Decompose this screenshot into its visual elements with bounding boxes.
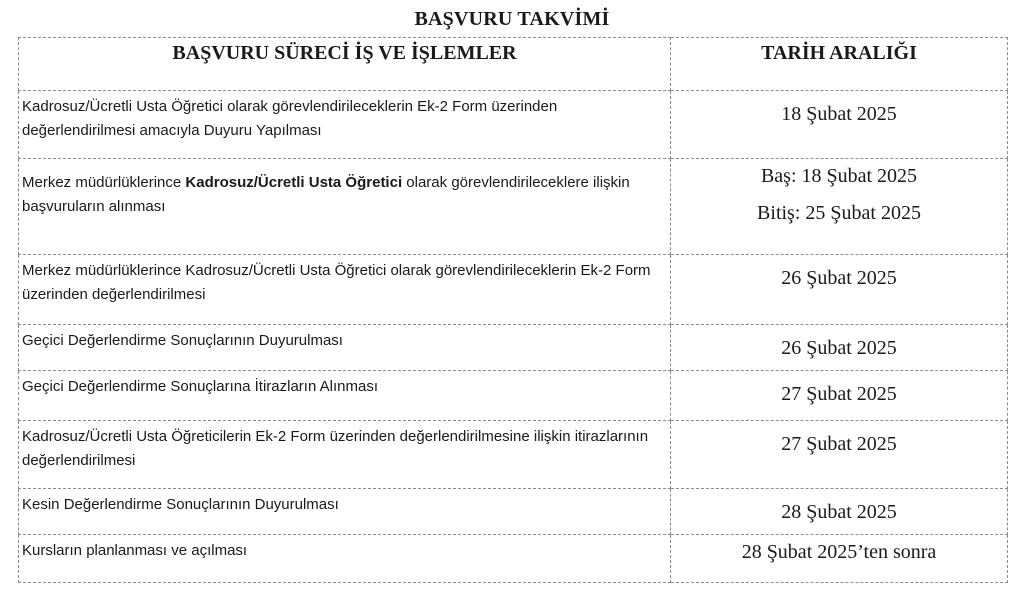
table-row [19, 489, 1008, 535]
activity-bold-text: Kadrosuz/Ücretli Usta Öğretici [185, 174, 403, 191]
activity-text: olarak görevlendirileceklere ilişkin başvuruların alınması [22, 174, 630, 215]
date-cell: 27 Şubat 2025 [671, 371, 1008, 421]
table-row [19, 91, 1008, 159]
date-cell: 28 Şubat 2025 [671, 489, 1008, 535]
date-cell: 18 Şubat 2025 [671, 91, 1008, 159]
activity-cell: Kesin Değerlendirme Sonuçlarının Duyurulması [19, 489, 671, 535]
activity-cell: Geçici Değerlendirme Sonuçlarına İtirazların Alınması [19, 371, 671, 421]
table-row [19, 159, 1008, 255]
date-cell: 26 Şubat 2025 [671, 255, 1008, 325]
page-title: BAŞVURU TAKVİMİ [414, 8, 610, 30]
activity-cell [19, 159, 671, 255]
date-cell: 26 Şubat 2025 [671, 325, 1008, 371]
schedule-table [18, 37, 1008, 583]
table-row [19, 371, 1008, 421]
activity-cell: Merkez müdürlüklerince Kadrosuz/Ücretli Usta Öğretici olarak görevlendirileceklerin Ek-2 Form üzerinden değerlendirilmesi [19, 255, 671, 325]
activity-cell: Geçici Değerlendirme Sonuçlarının Duyurulması [19, 325, 671, 371]
end-date: Bitiş: 25 Şubat 2025 [757, 202, 921, 224]
activity-cell: Kadrosuz/Ücretli Usta Öğretici olarak görevlendirileceklerin Ek-2 Form üzerinden değerlendirilmesi amacıyla Duyuru Yapılması [19, 91, 671, 159]
table-row [19, 325, 1008, 371]
table-row [19, 535, 1008, 583]
activity-cell: Kursların planlanması ve açılması [19, 535, 671, 583]
header-activity: BAŞVURU SÜRECİ İŞ VE İŞLEMLER [19, 38, 671, 91]
date-cell [671, 159, 1008, 255]
date-cell: 27 Şubat 2025 [671, 421, 1008, 489]
activity-cell: Kadrosuz/Ücretli Usta Öğreticilerin Ek-2 Form üzerinden değerlendirilmesine ilişkin itirazlarının değerlendirilmesi [19, 421, 671, 489]
table-row [19, 421, 1008, 489]
header-row [19, 38, 1008, 91]
activity-text: Merkez müdürlüklerince [22, 174, 186, 191]
date-cell: 28 Şubat 2025’ten sonra [671, 535, 1008, 583]
table-row [19, 255, 1008, 325]
start-date: Baş: 18 Şubat 2025 [760, 165, 918, 187]
header-date-range: TARİH ARALIĞI [671, 38, 1008, 91]
